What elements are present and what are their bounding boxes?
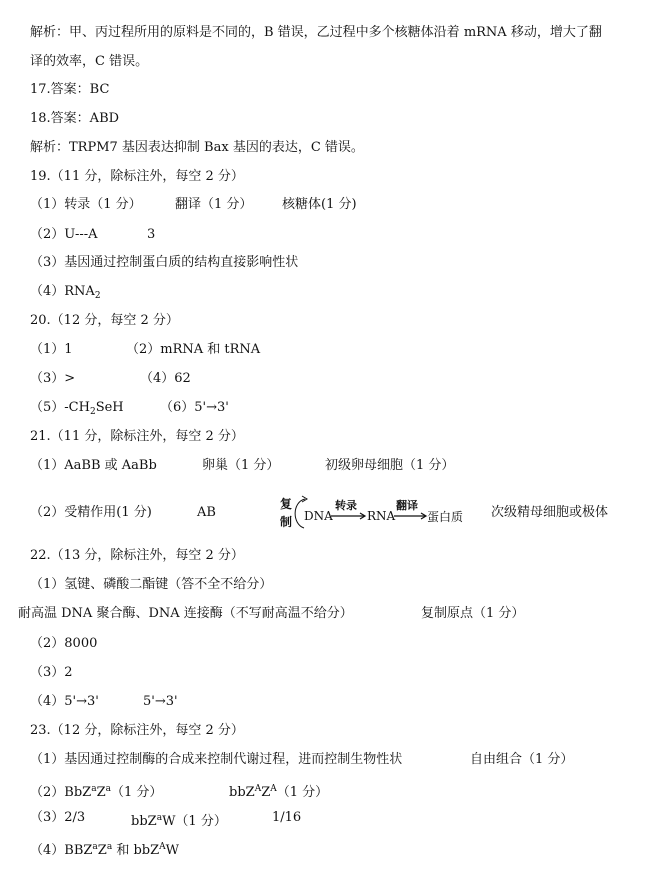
q19-2-b: 3 [147,227,156,242]
q22-4-b: 5'→3' [143,694,178,709]
q21-1-b: 卵巢（1 分） [202,458,280,473]
q23-4-sup2: a [106,842,113,852]
q20-4: （4）62 [140,371,191,386]
q23-4-1: （4）BBZ [30,843,93,858]
q23-3-b-sup: a [156,813,163,823]
q23-2-a [30,780,162,802]
question-23-header: 23.（12 分，除标注外，每空 2 分） [30,723,244,738]
q19-4 [30,283,101,305]
q23-4-3: 和 bbZ [112,843,160,858]
q19-part1 [30,196,142,214]
question-21-header: 21.（11 分，除标注外，每空 2 分） [30,429,244,444]
q20-5-text-a: （5）-CH [30,400,90,415]
q23-2-b [229,780,328,802]
analysis-16-line-2: 译的效率，C 错误。 [30,54,149,69]
translation-label: 翻译 [396,499,418,512]
dna-label: DNA [304,509,333,523]
analysis-18: 解析：TRPM7 基因表达抑制 Bax 基因的表达，C 错误。 [30,140,364,155]
q19-1-a: （1）转录（1 分） [30,197,142,212]
q23-3-b-2: W（1 分） [162,814,227,829]
q22-1-origin: 复制原点（1 分） [421,606,525,621]
q23-4-sup1: a [92,842,98,852]
q23-2-a-sup1: a [91,784,97,794]
q23-2-a-1: （2）BbZ [30,785,92,800]
q19-4-subscript: 2 [94,291,101,301]
q23-2-b-sup1: A [254,784,262,794]
transcription-label: 转录 [335,499,357,512]
question-19-header: 19.（11 分，除标注外，每空 2 分） [30,169,244,184]
q23-3-b-1: bbZ [131,814,157,829]
q23-4-sup3: A [159,842,166,852]
q21-2-c: 次级精母细胞或极体 [491,505,609,520]
q19-1-c: 核糖体(1 分) [282,197,357,212]
question-22-header: 22.（13 分，除标注外，每空 2 分） [30,548,244,563]
q23-3-c: 1/16 [272,810,302,825]
q23-2-b-1: bbZ [229,785,255,800]
q21-1-a: （1）AaBB 或 AaBb [30,458,157,473]
q19-4-text: （4）RNA [30,284,95,299]
analysis-16-line-1: 解析：甲、丙过程所用的原料是不同的，B 错误，乙过程中多个核糖体沿着 mRNA 移动，增大了翻 [30,25,602,40]
q21-2-b: AB [197,505,216,520]
q21-1-c: 初级卵母细胞（1 分） [325,458,455,473]
q20-6: （6）5'→3' [160,400,229,415]
q23-3-b [131,809,227,831]
central-dogma-diagram [278,494,478,534]
q23-2-a-sup2: a [105,784,111,794]
question-20-header: 20.（12 分，每空 2 分） [30,313,179,328]
q20-2: （2）mRNA 和 tRNA [126,342,261,357]
q23-2-a-2: Z [96,785,106,800]
q23-2-b-3: （1 分） [276,785,329,800]
q22-1: （1）氢键、磷酸二酯键（答不全不给分） [30,577,273,592]
q23-4-2: Z [97,843,107,858]
q23-1-b: 自由组合（1 分） [470,752,574,767]
q19-3: （3）基因通过控制蛋白质的结构直接影响性状 [30,255,299,270]
q22-4-a: （4）5'→3' [30,694,99,709]
q23-2-a-3: （1 分） [110,785,163,800]
q23-2-b-2: Z [261,785,271,800]
q23-3-a: （3）2/3 [30,810,86,825]
replication-label-top: 复 [280,497,293,511]
q22-1-enzymes: 耐高温 DNA 聚合酶、DNA 连接酶（不写耐高温不给分） [18,606,353,621]
q23-2-b-sup2: A [270,784,277,794]
q20-5-text-b: SeH [95,400,124,415]
rna-label: RNA [367,509,396,523]
q19-1-b: 翻译（1 分） [175,197,253,212]
q20-5 [30,399,124,421]
q20-1: （1）1 [30,342,73,357]
protein-label: 蛋白质 [427,510,464,524]
q23-4 [30,838,179,860]
q20-3: （3）> [30,371,76,386]
q23-4-4: W [165,843,180,858]
q20-5-subscript: 2 [89,407,96,417]
q22-2: （2）8000 [30,636,98,651]
q22-3: （3）2 [30,665,73,680]
answer-17: 17.答案：BC [30,82,110,97]
q21-2-a: （2）受精作用(1 分) [30,505,152,520]
q19-2-a: （2）U---A [30,227,98,242]
replication-label-bottom: 制 [280,515,293,529]
q23-1-a: （1）基因通过控制酶的合成来控制代谢过程，进而控制生物性状 [30,752,403,767]
answer-18: 18.答案：ABD [30,111,120,126]
